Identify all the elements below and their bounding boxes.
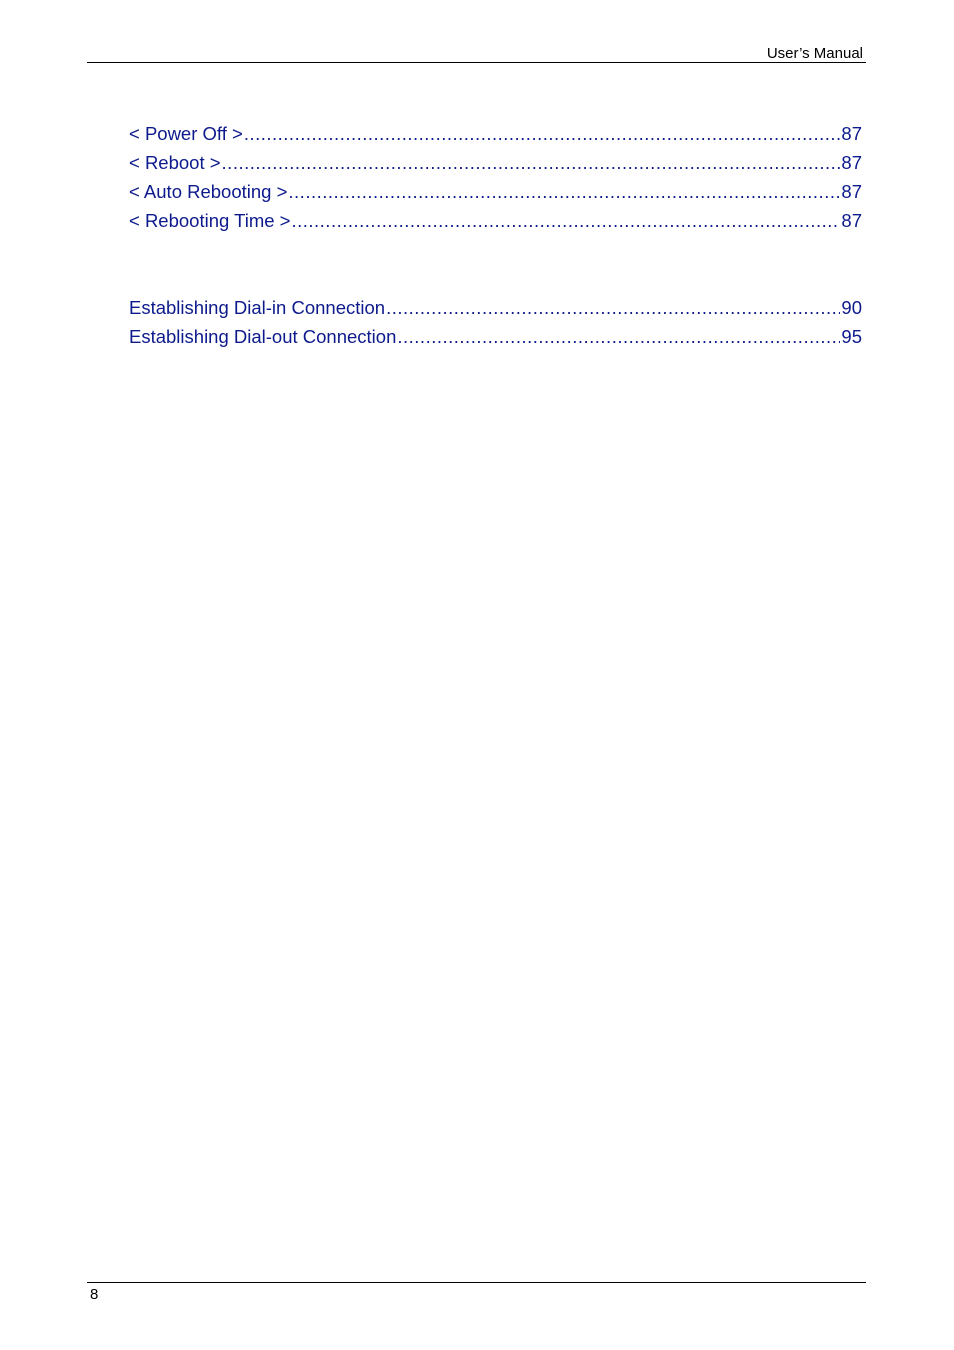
toc-entry-label: Establishing Dial-in Connection — [129, 297, 386, 318]
toc-list-reboot-settings — [129, 122, 862, 238]
toc-entry-dial-out-connection[interactable] — [129, 325, 862, 354]
manual-title: User’s Manual — [766, 45, 863, 62]
toc-entry-page: 87 — [841, 152, 862, 173]
toc-entry-label: Establishing Dial-out Connection — [129, 326, 397, 347]
toc-entry-rebooting-time[interactable] — [129, 209, 862, 238]
toc-entry-page: 90 — [841, 297, 862, 318]
page-number: 8 — [90, 1286, 99, 1303]
toc-entry-label: < Power Off > — [129, 123, 243, 144]
toc-entry-dial-in-connection[interactable] — [129, 296, 862, 325]
toc-dot-leader — [291, 209, 840, 233]
page-footer — [87, 1282, 866, 1303]
toc-entry-power-off[interactable] — [129, 122, 862, 151]
page-header — [87, 44, 866, 63]
toc-entry-label: < Rebooting Time > — [129, 210, 291, 231]
toc-entry-reboot[interactable] — [129, 151, 862, 180]
toc-entry-page: 95 — [841, 326, 862, 347]
toc-entry-label: < Reboot > — [129, 152, 221, 173]
toc-dot-leader — [397, 325, 840, 349]
toc-entry-page: 87 — [841, 123, 862, 144]
toc-list-dial-connection — [129, 296, 862, 354]
toc-entry-label: < Auto Rebooting > — [129, 181, 288, 202]
toc-entry-auto-rebooting[interactable] — [129, 180, 862, 209]
toc-entry-page: 87 — [841, 210, 862, 231]
toc-dot-leader — [244, 122, 841, 146]
toc-dot-leader — [386, 296, 840, 320]
toc-dot-leader — [222, 151, 841, 175]
toc-entry-page: 87 — [841, 181, 862, 202]
toc-dot-leader — [288, 180, 840, 204]
